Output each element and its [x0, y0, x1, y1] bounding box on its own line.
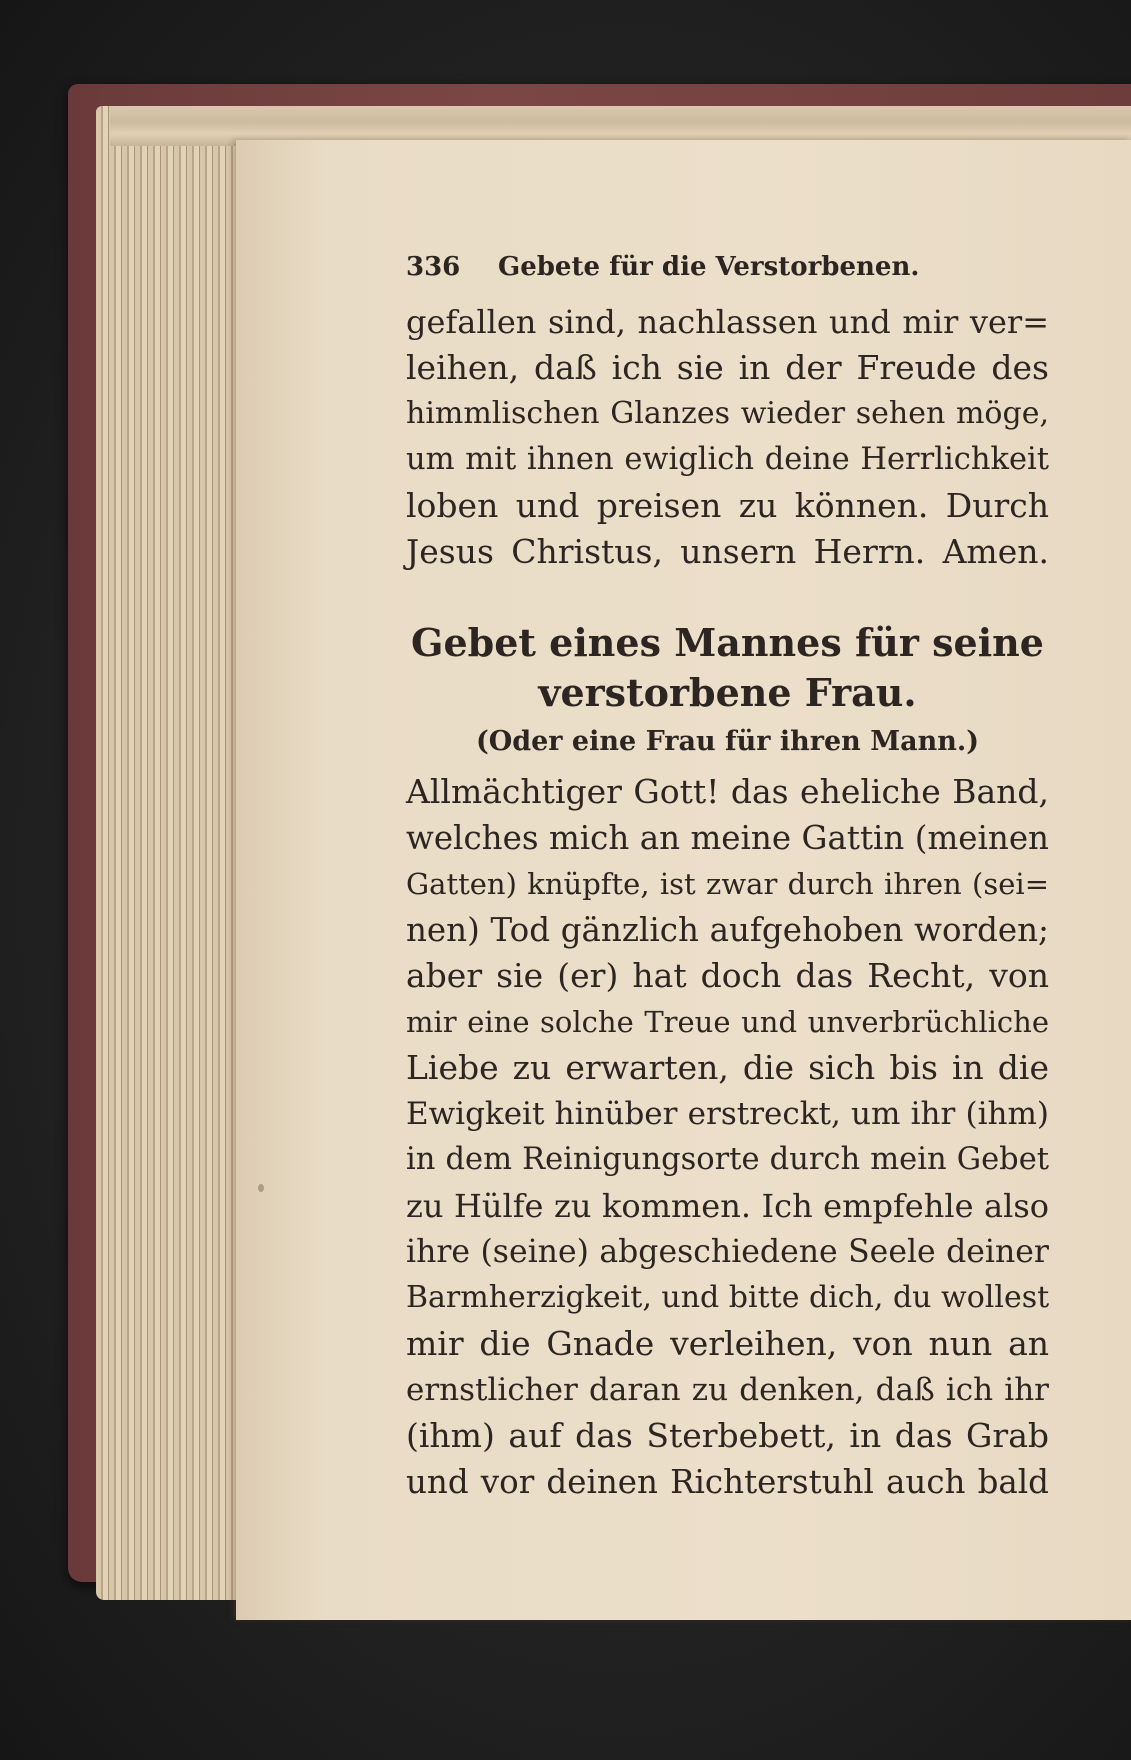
text-line: Gatten) knüpfte, ist zwar durch ihren (sei=	[406, 867, 1049, 901]
text-line: loben und preisen zu können. Durch	[406, 486, 1049, 525]
text-line: nen) Tod gänzlich aufgehoben worden;	[406, 911, 1049, 949]
prayer-subtitle: (Oder eine Frau für ihren Mann.)	[475, 726, 980, 757]
text-line: Jesus Christus, unsern Herrn. Amen.	[406, 532, 1049, 571]
text-line: mir eine solche Treue und unverbrüchliche	[406, 1005, 1049, 1039]
prayer-title-line-2: verstorbene Frau.	[538, 670, 917, 715]
text-line: (ihm) auf das Sterbebett, in das Grab	[406, 1416, 1049, 1455]
text-line: Ewigkeit hinüber erstreckt, um ihr (ihm)	[406, 1096, 1049, 1132]
page-stain	[258, 1184, 264, 1192]
text-line: aber sie (er) hat doch das Recht, von	[406, 956, 1049, 995]
text-line: gefallen sind, nachlassen und mir ver=	[406, 303, 1049, 341]
text-line: Barmherzigkeit, und bitte dich, du wollest	[406, 1280, 1050, 1315]
text-line: leihen, daß ich sie in der Freude des	[406, 348, 1049, 387]
page-number: 336	[406, 252, 461, 282]
text-line: Liebe zu erwarten, die sich bis in die	[406, 1048, 1049, 1087]
text-line: in dem Reinigungsorte durch mein Gebet	[406, 1142, 1049, 1177]
page-stack-edges	[96, 106, 246, 1600]
text-line: zu Hülfe zu kommen. Ich empfehle also	[406, 1187, 1049, 1225]
text-line: mir die Gnade verleihen, von nun an	[406, 1324, 1049, 1363]
running-header	[406, 252, 946, 292]
text-line: um mit ihnen ewiglich deine Herrlichkeit	[406, 442, 1049, 477]
text-line: welches mich an meine Gattin (meinen	[406, 819, 1049, 857]
text-line: ernstlicher daran zu denken, daß ich ihr	[406, 1372, 1049, 1408]
text-line: ihre (seine) abgeschiedene Seele deiner	[406, 1234, 1049, 1270]
text-line: himmlischen Glanzes wieder sehen möge,	[406, 396, 1049, 431]
text-line: Allmächtiger Gott! das eheliche Band,	[406, 772, 1049, 811]
text-line: und vor deinen Richterstuhl auch bald	[406, 1463, 1049, 1501]
running-title: Gebete für die Verstorbenen.	[498, 252, 920, 282]
prayer-title-line-1: Gebet eines Mannes für seine	[411, 620, 1044, 665]
